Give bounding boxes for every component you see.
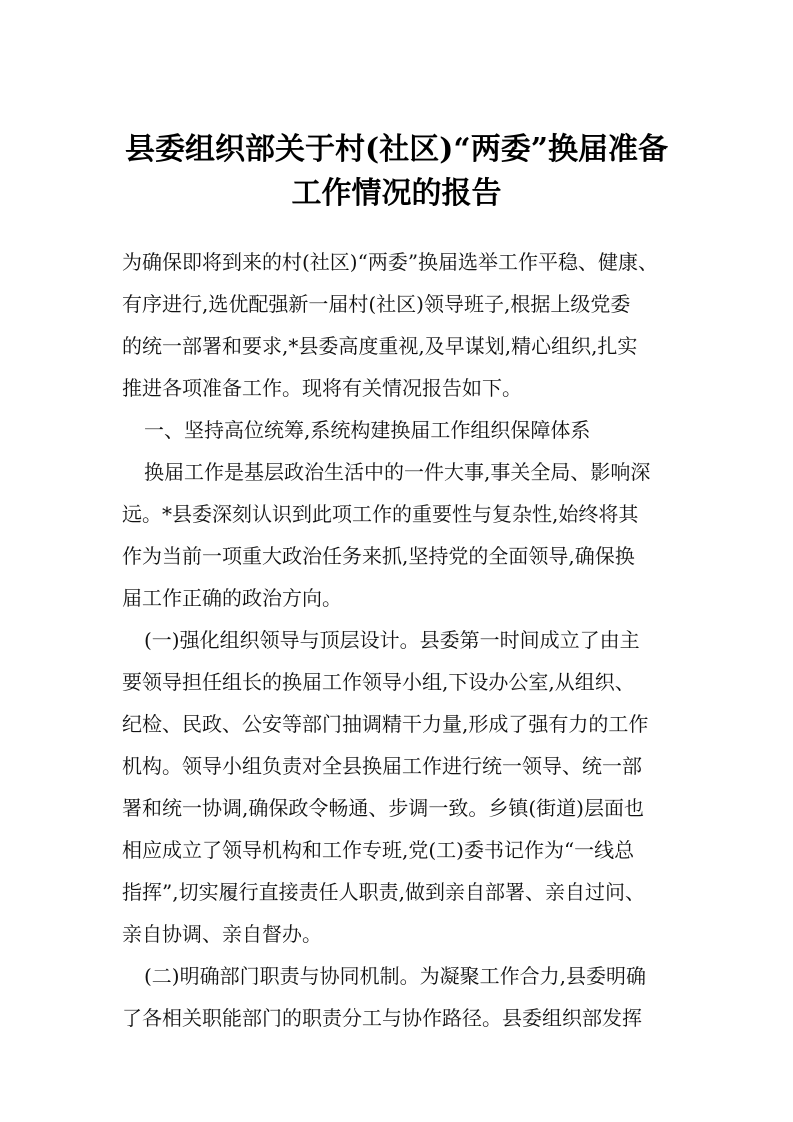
paragraph-line: 了各相关职能部门的职责分工与协作路径。县委组织部发挥 [122, 1006, 642, 1030]
paragraph-line: (二)明确部门职责与协同机制。为凝聚工作合力,县委明确 [144, 964, 646, 988]
paragraph-intro [122, 241, 680, 409]
paragraph-line: 纪检、民政、公安等部门抽调精干力量,形成了强有力的工作 [122, 712, 649, 736]
document-body [122, 241, 680, 1039]
paragraph-section-1 [122, 451, 680, 619]
paragraph-line: 亲自协调、亲自督办。 [122, 922, 322, 946]
paragraph-line: 作为当前一项重大政治任务来抓,坚持党的全面领导,确保换 [122, 544, 635, 568]
paragraph-line: 的统一部署和要求,*县委高度重视,及早谋划,精心组织,扎实 [122, 334, 638, 358]
paragraph-line: 机构。领导小组负责对全县换届工作进行统一领导、统一部 [122, 754, 642, 778]
section-heading: 一、坚持高位统筹,系统构建换届工作组织保障体系 [144, 418, 591, 442]
document-title-line-1: 县委组织部关于村(社区)“两委”换届准备 [125, 132, 668, 167]
paragraph-subsection-2 [122, 955, 680, 1039]
paragraph-line: 指挥”,切实履行直接责任人职责,做到亲自部署、亲自过问、 [122, 880, 645, 904]
paragraph-subsection-1 [122, 619, 680, 955]
paragraph-line: (一)强化组织领导与顶层设计。县委第一时间成立了由主 [144, 628, 640, 652]
paragraph-line: 为确保即将到来的村(社区)“两委”换届选举工作平稳、健康、 [122, 250, 659, 274]
paragraph-line: 有序进行,选优配强新一届村(社区)领导班子,根据上级党委 [122, 292, 631, 316]
paragraph-line: 要领导担任组长的换届工作领导小组,下设办公室,从组织、 [122, 670, 635, 694]
paragraph-line: 署和统一协调,确保政令畅通、步调一致。乡镇(街道)层面也 [122, 796, 644, 820]
section-heading-1 [122, 409, 680, 451]
paragraph-line: 届工作正确的政治方向。 [122, 586, 342, 610]
paragraph-line: 远。*县委深刻认识到此项工作的重要性与复杂性,始终将其 [122, 502, 639, 526]
paragraph-line: 推进各项准备工作。现将有关情况报告如下。 [122, 376, 522, 400]
document-title-line-2: 工作情况的报告 [291, 176, 502, 211]
paragraph-line: 换届工作是基层政治生活中的一件大事,事关全局、影响深 [144, 460, 651, 484]
paragraph-line: 相应成立了领导机构和工作专班,党(工)委书记作为“一线总 [122, 838, 635, 862]
